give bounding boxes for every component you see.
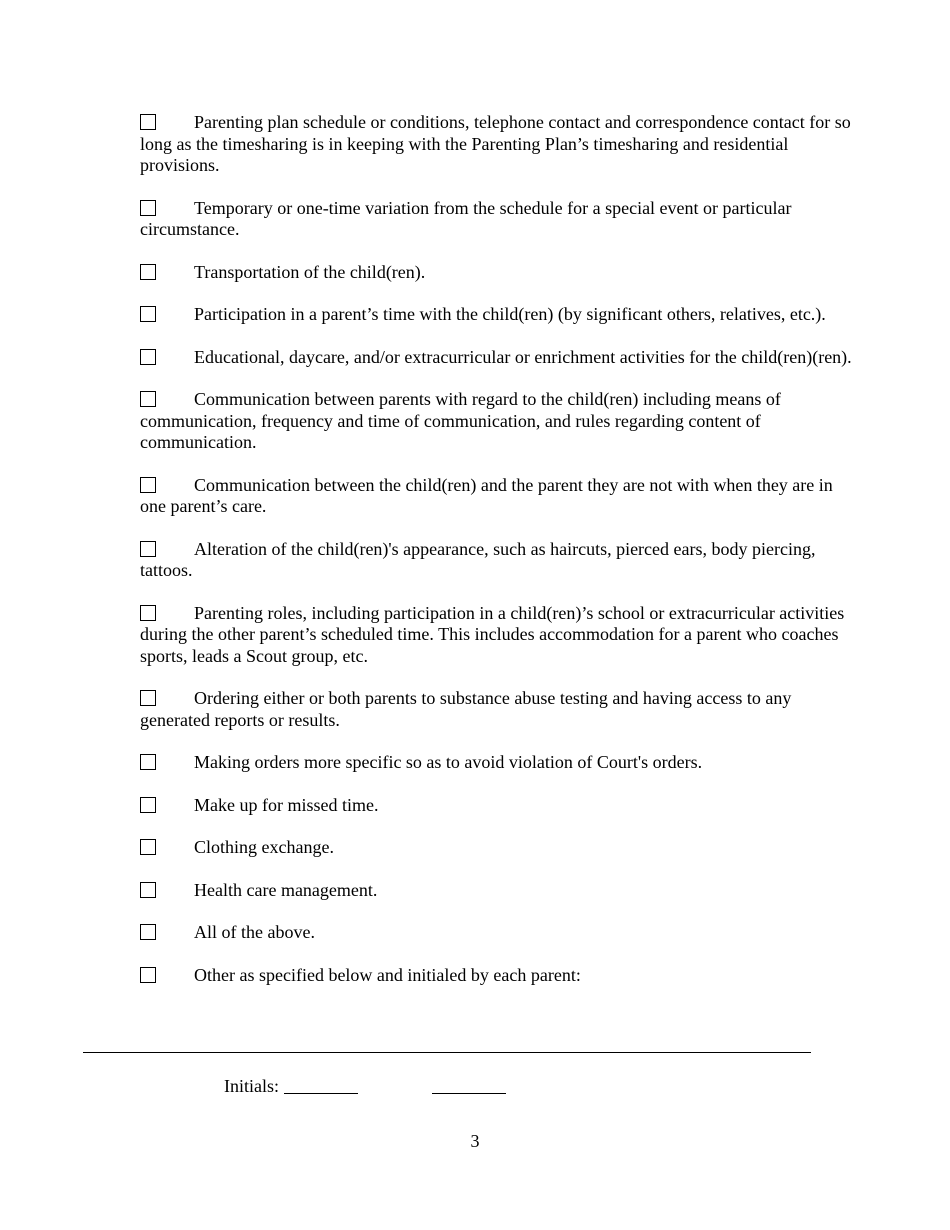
checkbox[interactable] [140, 605, 156, 621]
checklist-item-label: Participation in a parent’s time with the child(ren) (by significant others, relatives, etc.). [194, 304, 826, 324]
checkbox[interactable] [140, 306, 156, 322]
checklist-item [140, 880, 862, 902]
checklist-item [140, 262, 862, 284]
checklist-item [140, 539, 862, 582]
checkbox[interactable] [140, 797, 156, 813]
checklist-item-label: Health care management. [194, 879, 378, 900]
initials-label: Initials: [224, 1076, 279, 1096]
other-specification-line[interactable] [83, 1052, 811, 1053]
checklist-item-label: Parenting plan schedule or conditions, telephone contact and correspondence contact for so long as the timesharing is in keeping with the Parenting Plan’s timesharing and residential provisions. [140, 112, 851, 175]
checkbox[interactable] [140, 114, 156, 130]
checklist-item-label: Parenting roles, including participation in a child(ren)’s school or extracurricular activities during the other parent’s scheduled time. This includes accommodation for a parent who coaches sports, leads a Scout group, etc. [140, 602, 845, 666]
checklist-item [140, 112, 862, 177]
checklist-item-label: Temporary or one-time variation from the schedule for a special event or particular circumstance. [140, 197, 792, 239]
checkbox[interactable] [140, 477, 156, 493]
checklist-item-label: All of the above. [194, 922, 315, 942]
checklist-item-label: Alteration of the child(ren)'s appearance, such as haircuts, pierced ears, body piercing, tattoos. [140, 538, 816, 580]
checkbox[interactable] [140, 690, 156, 706]
checkbox[interactable] [140, 349, 156, 365]
checkbox[interactable] [140, 541, 156, 557]
checklist-item-label: Making orders more specific so as to avoid violation of Court's orders. [194, 752, 703, 772]
page-number: 3 [470, 1131, 480, 1151]
checklist-item [140, 198, 862, 241]
checklist-item-label: Educational, daycare, and/or extracurricular or enrichment activities for the child(ren)(ren). [194, 346, 852, 367]
checklist [140, 112, 862, 1007]
checklist-item [140, 389, 862, 454]
initials-field-parent-1[interactable] [284, 1077, 358, 1094]
checklist-item-label: Other as specified below and initialed by each parent: [194, 964, 581, 985]
initials-field-parent-2[interactable] [432, 1077, 506, 1094]
checklist-item-label: Make up for missed time. [194, 794, 379, 815]
checklist-item [140, 922, 862, 944]
initials-row [224, 1076, 506, 1098]
checklist-item-label: Clothing exchange. [194, 837, 334, 857]
checklist-item-label: Transportation of the child(ren). [194, 261, 426, 282]
checklist-item [140, 304, 862, 326]
checkbox[interactable] [140, 391, 156, 407]
checkbox[interactable] [140, 754, 156, 770]
checkbox[interactable] [140, 839, 156, 855]
checklist-item-label: Communication between parents with regard to the child(ren) including means of communication, frequency and time of communication, and rules regarding content of communication. [140, 389, 781, 452]
checklist-item [140, 795, 862, 817]
checklist-item [140, 688, 862, 731]
checkbox[interactable] [140, 967, 156, 983]
checklist-item [140, 752, 862, 774]
checklist-item [140, 965, 862, 987]
checkbox[interactable] [140, 200, 156, 216]
checklist-item-label: Communication between the child(ren) and the parent they are not with when they are in one parent’s care. [140, 474, 833, 516]
checkbox[interactable] [140, 882, 156, 898]
checklist-item-label: Ordering either or both parents to substance abuse testing and having access to any generated reports or results. [140, 688, 792, 730]
checklist-item [140, 837, 862, 859]
checkbox[interactable] [140, 264, 156, 280]
checklist-item [140, 347, 862, 369]
checklist-item [140, 475, 862, 518]
checklist-item [140, 603, 862, 668]
checkbox[interactable] [140, 924, 156, 940]
